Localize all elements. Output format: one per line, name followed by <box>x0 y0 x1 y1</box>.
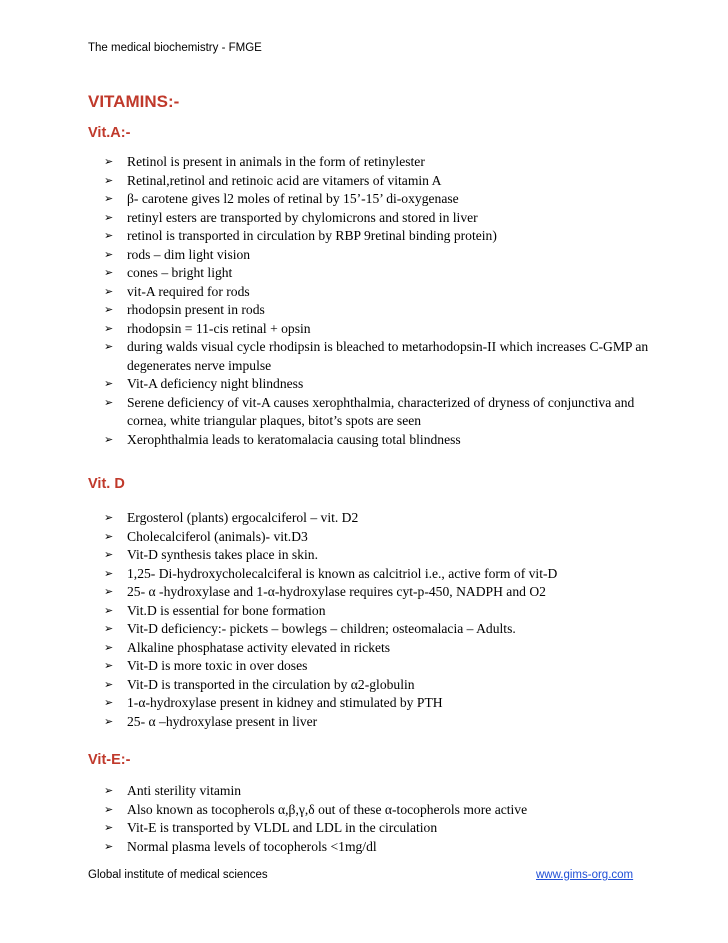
list-item-text: cones – bright light <box>127 265 233 280</box>
arrow-bullet-icon: ➢ <box>104 802 114 816</box>
list-item-text: rods – dim light vision <box>127 246 251 262</box>
arrow-bullet-icon: ➢ <box>104 210 114 224</box>
list-item <box>104 227 664 246</box>
list-item <box>104 801 664 820</box>
list-item <box>104 190 664 209</box>
arrow-bullet-icon: ➢ <box>104 377 114 390</box>
list-item-text: Vit-D synthesis takes place in skin. <box>127 547 318 562</box>
section-heading-vit-d: Vit. D <box>88 476 125 492</box>
list-item-text: during walds visual cycle rhodipsin is bleached to metarhodopsin-II which increases C-GMP an degenerates nerve impulse <box>127 339 649 373</box>
list-item-text: 25- α -hydroxylase and 1-α-hydroxylase requires cyt-p-450, NADPH and O2 <box>127 584 546 599</box>
arrow-bullet-icon: ➢ <box>104 321 114 335</box>
arrow-bullet-icon: ➢ <box>104 603 114 617</box>
arrow-bullet-icon: ➢ <box>104 585 114 598</box>
list-item-text: Vit-A deficiency night blindness <box>127 376 304 391</box>
list-item <box>104 694 664 713</box>
list-item-text: 1,25- Di-hydroxycholecalciferal is known as calcitriol i.e., active form of vit-D <box>127 565 558 581</box>
bullet-list-vit-a <box>104 153 664 449</box>
arrow-bullet-icon: ➢ <box>104 566 114 580</box>
list-item <box>104 431 664 450</box>
arrow-bullet-icon: ➢ <box>104 229 114 242</box>
list-item <box>104 283 664 302</box>
list-item-text: vit-A required for rods <box>127 283 250 299</box>
arrow-bullet-icon: ➢ <box>104 192 114 205</box>
list-item-text: Cholecalciferol (animals)- vit.D3 <box>127 528 308 544</box>
list-item <box>104 583 664 602</box>
list-item-text: Retinal,retinol and retinoic acid are vitamers of vitamin A <box>127 172 442 188</box>
list-item <box>104 394 664 431</box>
arrow-bullet-icon: ➢ <box>104 284 114 298</box>
list-item <box>104 602 664 621</box>
arrow-bullet-icon: ➢ <box>104 340 114 353</box>
list-item <box>104 838 664 857</box>
arrow-bullet-icon: ➢ <box>104 677 114 691</box>
arrow-bullet-icon: ➢ <box>104 395 114 409</box>
bullet-list-vit-e <box>104 782 664 856</box>
arrow-bullet-icon: ➢ <box>104 432 114 446</box>
list-item <box>104 264 664 283</box>
list-item-text: rhodopsin = 11-cis retinal + opsin <box>127 320 311 336</box>
arrow-bullet-icon: ➢ <box>104 173 114 187</box>
arrow-bullet-icon: ➢ <box>104 155 114 168</box>
arrow-bullet-icon: ➢ <box>104 659 114 672</box>
list-item <box>104 639 664 658</box>
arrow-bullet-icon: ➢ <box>104 511 114 524</box>
list-item <box>104 320 664 339</box>
list-item-text: Vit-D deficiency:- pickets – bowlegs – children; osteomalacia – Adults. <box>127 621 516 636</box>
list-item-text: retinol is transported in circulation by RBP 9retinal binding protein) <box>127 228 497 243</box>
page-title: VITAMINS:- <box>88 92 180 111</box>
list-item <box>104 301 664 320</box>
arrow-bullet-icon: ➢ <box>104 784 114 797</box>
list-item <box>104 528 664 547</box>
list-item <box>104 246 664 265</box>
arrow-bullet-icon: ➢ <box>104 622 114 635</box>
arrow-bullet-icon: ➢ <box>104 714 114 728</box>
list-item <box>104 713 664 732</box>
arrow-bullet-icon: ➢ <box>104 303 114 316</box>
list-item-text: Vit-E is transported by VLDL and LDL in the circulation <box>127 820 438 835</box>
list-item <box>104 209 664 228</box>
list-item-text: Also known as tocopherols α,β,γ,δ out of these α-tocopherols more active <box>127 801 528 817</box>
arrow-bullet-icon: ➢ <box>104 640 114 654</box>
list-item-text: retinyl esters are transported by chylomicrons and stored in liver <box>127 209 478 225</box>
list-item <box>104 546 664 565</box>
list-item-text: Vit.D is essential for bone formation <box>127 602 326 618</box>
list-item <box>104 565 664 584</box>
list-item <box>104 172 664 191</box>
list-item-text: β- carotene gives l2 moles of retinal by 15’-15’ di-oxygenase <box>127 191 459 206</box>
list-item-text: Vit-D is more toxic in over doses <box>127 658 308 673</box>
arrow-bullet-icon: ➢ <box>104 266 114 279</box>
arrow-bullet-icon: ➢ <box>104 247 114 261</box>
bullet-list-vit-d <box>104 509 664 731</box>
list-item-text: Serene deficiency of vit-A causes xerophthalmia, characterized of dryness of conjunctiva and cornea, white triangular plaques, bitot’s spots are seen <box>127 394 635 428</box>
list-item <box>104 676 664 695</box>
list-item-text: rhodopsin present in rods <box>127 302 265 317</box>
list-item-text: Anti sterility vitamin <box>127 783 242 798</box>
list-item-text: Xerophthalmia leads to keratomalacia causing total blindness <box>127 431 461 447</box>
list-item <box>104 338 664 375</box>
list-item <box>104 620 664 639</box>
list-item-text: Normal plasma levels of tocopherols <1mg/dl <box>127 838 377 854</box>
list-item <box>104 509 664 528</box>
page-header: The medical biochemistry - FMGE <box>88 42 262 54</box>
arrow-bullet-icon: ➢ <box>104 696 114 709</box>
list-item-text: Alkaline phosphatase activity elevated in rickets <box>127 639 391 655</box>
arrow-bullet-icon: ➢ <box>104 548 114 561</box>
list-item-text: 1-α-hydroxylase present in kidney and stimulated by PTH <box>127 695 443 710</box>
arrow-bullet-icon: ➢ <box>104 529 114 543</box>
list-item-text: 25- α –hydroxylase present in liver <box>127 713 318 729</box>
list-item <box>104 375 664 394</box>
section-heading-vit-a: Vit.A:- <box>88 125 131 141</box>
arrow-bullet-icon: ➢ <box>104 839 114 853</box>
footer-website-link[interactable]: www.gims-org.com <box>536 869 634 881</box>
list-item <box>104 657 664 676</box>
section-heading-vit-e: Vit-E:- <box>88 752 131 768</box>
list-item <box>104 819 664 838</box>
list-item <box>104 153 664 172</box>
arrow-bullet-icon: ➢ <box>104 821 114 834</box>
list-item-text: Vit-D is transported in the circulation by α2-globulin <box>127 676 415 692</box>
list-item-text: Ergosterol (plants) ergocalciferol – vit. D2 <box>127 510 359 525</box>
list-item-text: Retinol is present in animals in the form of retinylester <box>127 154 425 169</box>
list-item <box>104 782 664 801</box>
footer-institute: Global institute of medical sciences <box>88 869 268 881</box>
